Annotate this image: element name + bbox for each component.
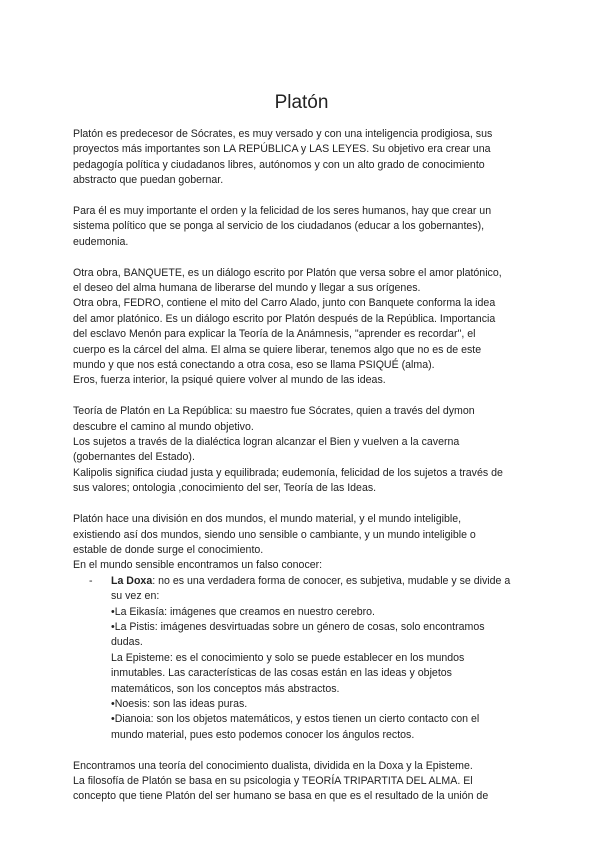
- spacer: [73, 250, 516, 265]
- doxa-term: La Doxa: [111, 574, 153, 587]
- spacer: [73, 497, 516, 512]
- page-title: Platón: [274, 92, 329, 113]
- doxa-text: : no es una verdadera forma de conocer, es subjetiva, mudable y se divide a su vez en:: [111, 574, 511, 603]
- list-item-body: [111, 574, 516, 743]
- spacer: [73, 189, 516, 204]
- spacer: [73, 389, 516, 404]
- paragraph-order: Para él es muy importante el orden y la felicidad de los seres humanos, hay que crear un sistema político que se ponga al servicio de los ciudadanos (educar a los gobernantes), eudemonia.: [73, 205, 492, 248]
- paragraph-intro: Platón es predecesor de Sócrates, es muy versado y con una inteligencia prodigiosa, sus proyectos más importantes son LA REPÚBLICA y LAS LEYES. Su objetivo era crear una pedagogía política y ciudadanos libres, autónomos y con un alto grado de conocimiento abstracto que puedan gobernar.: [73, 128, 493, 187]
- paragraph-republic: Teoría de Platón en La República: su maestro fue Sócrates, quien a través del dymon descubre el camino al mundo objetivo. Los sujetos a través de la dialéctica logran alcanzar el Bien y vuelven a la caverna (gobernantes del Estado). Kalipolis significa ciudad justa y equilibrada; eudemonía, felicidad de los sujetos a través de sus valores; ontologia ,conocimiento del ser, Teoría de las Ideas.: [73, 405, 503, 495]
- doxa-subitems: •La Eikasía: imágenes que creamos en nuestro cerebro. •La Pistis: imágenes desvirtuadas sobre un género de cosas, solo encontramos dudas. La Episteme: es el conocimiento y solo se puede establecer en los mundos inmutables. Las características de las cosas están en las ideas y objetos matemáticos, son los conceptos más abstractos. •Noesis: son las ideas puras. •Dianoia: son los objetos matemáticos, y estos tienen un cierto contacto con el mundo material, pues esto podemos conocer los ángulos rectos.: [111, 605, 485, 741]
- spacer: [73, 743, 516, 758]
- doxa-definition: [111, 574, 516, 605]
- paragraph-two-worlds: Platón hace una división en dos mundos, el mundo material, y el mundo inteligible, existiendo así dos mundos, siendo uno sensible o cambiante, y un mundo inteligible o estable de donde surge el conocimiento. En el mundo sensible encontramos un falso conocer:: [73, 513, 476, 572]
- list-item: [73, 574, 516, 743]
- doxa-list: [73, 574, 516, 743]
- paragraph-dualist: Encontramos una teoría del conocimiento dualista, dividida en la Doxa y la Episteme. La filosofía de Platón se basa en su psicologia y TEORÍA TRIPARTITA DEL ALMA. El concepto que tiene Platón del ser humano se basa en que es el resultado de la unión de: [73, 759, 489, 803]
- list-dash: -: [89, 574, 93, 587]
- paragraph-works: Otra obra, BANQUETE, es un diálogo escrito por Platón que versa sobre el amor platónico, el deseo del alma humana de liberarse del mundo y llegar a sus orígenes. Otra obra, FEDRO, contiene el mito del Carro Alado, junto con Banquete conforma la idea del amor platónico. Es un diálogo escrito por Platón después de la República. Importancia del esclavo Menón para explicar la Teoría de la Anámnesis, "aprender es recordar", el cuerpo es la cárcel del alma. El alma se quiere liberar, tenemos algo que no es de este mundo y que nos está conectando a otra cosa, eso se llama PSIQUÉ (alma). Eros, fuerza interior, la psiqué quiere volver al mundo de las ideas.: [73, 266, 502, 387]
